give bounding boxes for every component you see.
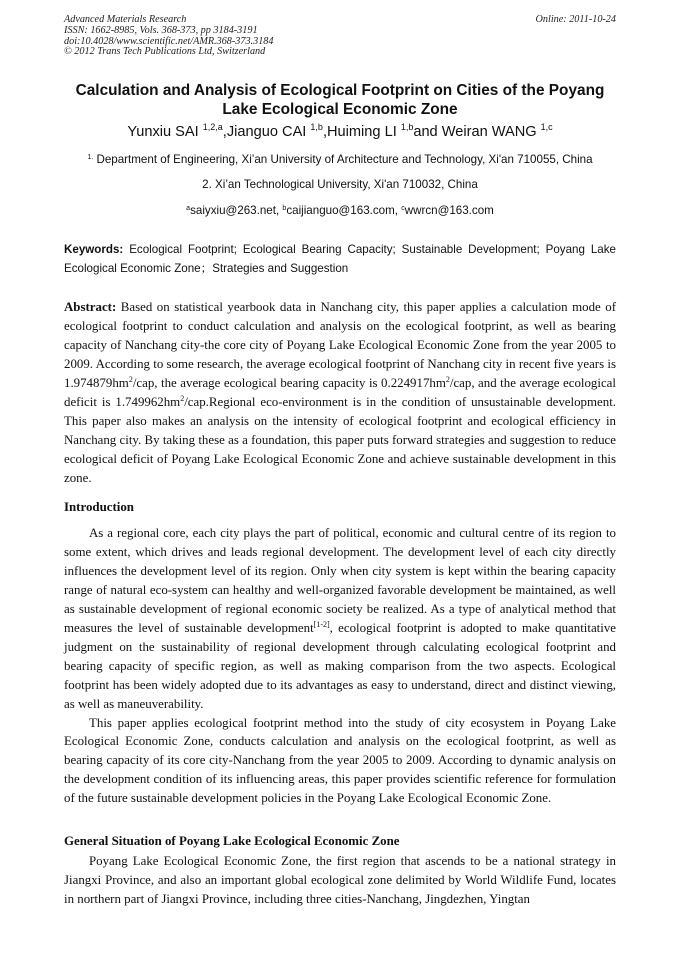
email-link[interactable]: caijianguo@163.com, xyxy=(286,204,402,217)
author-name: ,Huiming LI xyxy=(322,124,401,140)
abstract-text: /cap, the average ecological bearing capacity is 0.224917hm xyxy=(132,375,446,390)
author-affiliation-mark: 1,b xyxy=(310,122,323,132)
affiliation-text: Department of Engineering, Xi’an University of Architecture and Technology, Xi'an 710055, China xyxy=(93,153,593,166)
abstract-label: Abstract: xyxy=(64,300,117,314)
author-affiliation-mark: 1,c xyxy=(540,122,553,132)
abstract-section xyxy=(64,298,616,488)
abstract-text: /cap.Regional eco-environment is in the condition of unsustainable development. This paper also makes an analysis on the intensity of ecological footprint and ecological efficiency in Nanchang city. By taking these as a foundation, this paper puts forward strategies and suggestion to reduce ecological deficit of Poyang Lake Ecological Economic Zone and achieve sustainable development in this zone. xyxy=(64,394,616,485)
author-name: ,Jianguo CAI xyxy=(222,124,311,140)
keywords-label: Keywords: xyxy=(64,243,124,256)
journal-header xyxy=(64,15,616,58)
citation-ref[interactable]: [1-2] xyxy=(313,619,330,629)
paragraph-text: , ecological footprint is adopted to make quantitative judgment on the sustainability of regional development through calculating ecological footprint and bearing capacity of specific region, as well as making comparison from the two aspects. Ecological footprint has been widely adopted due to its advantages as easy to understand, direct and distinct viewing, as well as maneuverability. xyxy=(64,620,616,711)
superscript: 2 xyxy=(180,393,185,403)
general-situation-heading: General Situation of Poyang Lake Ecological Economic Zone xyxy=(64,834,400,848)
issn-line: ISSN: 1662-8985, Vols. 368-373, pp 3184-3191 xyxy=(64,24,258,36)
general-situation-section xyxy=(64,852,616,909)
keywords-text: Ecological Footprint; Ecological Bearing Capacity; Sustainable Development; Poyang Lake Ecological Economic Zone；Strategies and Suggestion xyxy=(64,243,616,275)
abstract-paragraph xyxy=(64,298,616,488)
copyright-line: © 2012 Trans Tech Publications Ltd, Switzerland xyxy=(64,46,266,58)
author-name: and Weiran WANG xyxy=(413,124,541,140)
author-affiliation-mark: 1,2,a xyxy=(202,122,223,132)
superscript: 2 xyxy=(445,374,450,384)
email-mark: c xyxy=(401,205,405,212)
author-name: Yunxiu SAI xyxy=(127,124,203,140)
introduction-section xyxy=(64,524,616,808)
email-mark: a xyxy=(186,205,191,212)
abstract-text: Based on statistical yearbook data in Nanchang city, this paper applies a calculation mode of ecological footprint to conduct calculation and analysis on the ecological footprint, as well as bearing capacity of Nanchang city-the core city of Poyang Lake Ecological Economic Zone from the year 2005 to 2009. According to some research, the average ecological footprint of Nanchang city in recent five years is 1.974879hm xyxy=(64,300,616,390)
affiliation-mark: 1. xyxy=(87,154,94,161)
author-affiliation-mark: 1,b xyxy=(400,122,414,132)
introduction-paragraph-2: This paper applies ecological footprint method into the study of city ecosystem in Poyang Lake Ecological Economic Zone, conducts calculation and analysis on the ecological footprint, as well as bearing capacity of its core city-Nanchang from the year 2005 to 2009. According to dynamic analysis on the development condition of its influencing areas, this paper provides scientific reference for formulation of the future sustainable development policies in the Poyang Lake Ecological Economic Zone. xyxy=(64,715,616,806)
online-date: Online: 2011-10-24 xyxy=(535,14,616,25)
introduction-paragraph-1 xyxy=(64,524,616,714)
email-link[interactable]: saiyxiu@263.net, xyxy=(190,204,283,217)
introduction-heading: Introduction xyxy=(64,500,134,514)
doi-line: doi:10.4028/www.scientific.net/AMR.368-373.3184 xyxy=(64,35,274,47)
journal-name: Advanced Materials Research xyxy=(64,14,187,25)
author-list xyxy=(40,123,640,141)
email-link[interactable]: wwrcn@163.com xyxy=(404,204,494,217)
affiliation-1 xyxy=(40,153,640,167)
paper-title: Calculation and Analysis of Ecological Footprint on Cities of the Poyang Lake Ecological Economic Zone xyxy=(75,82,605,118)
abstract-text: /cap, and the average ecological deficit is 1.749962hm xyxy=(64,375,616,409)
affiliation-2: 2. Xi’an Technological University, Xi'an 710032, China xyxy=(202,178,478,191)
general-situation-paragraph: Poyang Lake Ecological Economic Zone, the first region that ascends to be a national strategy in Jiangxi Province, and also an important global ecological zone delimited by World Wildlife Fund, locates in northern part of Jiangxi Province, including three cities-Nanchang, Jingdezhen, Yingtan xyxy=(64,854,616,906)
email-line xyxy=(40,204,640,218)
superscript: 2 xyxy=(128,374,133,384)
keywords-section xyxy=(64,240,616,278)
email-mark: b xyxy=(282,205,287,212)
paragraph-text: As a regional core, each city plays the part of political, economic and cultural centre of its region to some extent, which drives and leads regional development. The development level of each city directly influences the development level of its region. Only when city system is kept within the bearing capacity range of natural eco-system can healthy and well-organized favorable development be maintained, as well as sustainable development of regional economic society be realized. As a type of analytical method that measures the level of sustainable development xyxy=(64,526,616,635)
